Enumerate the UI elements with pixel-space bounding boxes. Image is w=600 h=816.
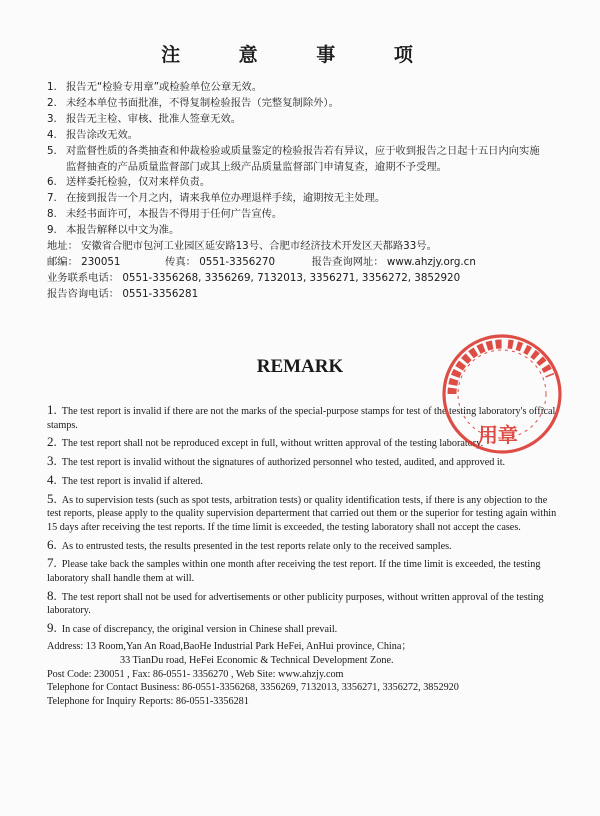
en-address-block (47, 640, 557, 709)
cn-item-text: 报告无主检、审核、批准人签章无效。 (66, 112, 242, 125)
cn-item-text: 未经书面许可，本报告不得用于任何广告宣传。 (66, 208, 283, 221)
cn-item-text: 在接到报告一个月之内，请来我单位办理退样手续，逾期按无主处理。 (66, 192, 386, 205)
en-inquiry-phone: Telephone for Inquiry Reports: 86-0551-3356281 (47, 696, 249, 708)
cn-item-number: 3. (47, 112, 57, 125)
cn-item (47, 207, 547, 223)
en-address-line-2: 33 TianDu road, HeFei Economic & Technical Development Zone. (120, 654, 394, 666)
cn-item (47, 112, 547, 128)
cn-item (47, 223, 547, 239)
en-item-number: 3. (47, 453, 57, 469)
cn-item-number: 4. (47, 128, 57, 141)
cn-fax: 传真： 0551-3356270 (165, 255, 275, 268)
seal-lettering-band (508, 344, 550, 376)
cn-item-number: 7. (47, 192, 57, 205)
en-item-text: In case of discrepancy, the original version in Chinese shall prevail. (61, 624, 338, 636)
cn-item-text: 报告无“检验专用章”或检验单位公章无效。 (66, 81, 263, 93)
en-address-line-1: Address: 13 Room,Yan An Road,BaoHe Industrial Park HeFei, AnHui province, China； (47, 641, 412, 652)
en-item-number: 1. (47, 402, 57, 417)
en-item (47, 538, 557, 554)
cn-website: 报告查询网址： www.ahzjy.org.cn (311, 255, 476, 268)
cn-item (47, 80, 547, 96)
cn-item-number: 8. (47, 208, 57, 221)
cn-address: 地址： 安徽省合肥市包河工业园区延安路13号、合肥市经济技术开发区天都路33号。 (47, 240, 437, 253)
cn-item (47, 144, 547, 176)
cn-business-phone: 业务联系电话： 0551-3356268, 3356269, 7132013, 3356271, 3356272, 3852920 (47, 271, 461, 284)
cn-item-number: 9. (47, 224, 57, 237)
cn-item-text: 本报告解释以中文为准。 (66, 224, 180, 237)
en-item-text: Please take back the samples within one month after receiving the test report. If the time limit is exceeded, the testing laboratory shall handle them at will. (47, 559, 541, 585)
en-item (47, 589, 557, 618)
seal-center-text: 用章 (478, 423, 518, 447)
en-item-text: As to entrusted tests, the results presented in the test reports relate only to the received samples. (61, 540, 452, 552)
cn-item (47, 128, 547, 144)
en-item-number: 9. (47, 620, 57, 636)
en-item-text: The test report is invalid if altered. (61, 475, 203, 487)
cn-item-text: 对监督性质的各类抽查和仲裁检验或质量鉴定的检验报告若有异议，应于收到报告之日起十五日内向实施监督抽查的产品质量监督部门或其上级产品质量监督部门申请复查，逾期不予受理。 (66, 144, 540, 173)
en-item (47, 621, 557, 637)
chinese-title: 注 意 事 项 (161, 44, 439, 66)
cn-item-text: 报告涂改无效。 (66, 128, 139, 141)
en-item (47, 556, 557, 585)
en-item-text: As to supervision tests (such as spot tests, arbitration tests) or quality identification tests, if there is any objection to the test reports, please apply to the quality supervision departerment that carried out them or the superior for testing again within 15 days after receiving the test reports. If the time limit is exceeded, the testing laboratory shall not accept the cases. (47, 494, 557, 533)
en-item (47, 492, 557, 535)
en-item-number: 5. (47, 490, 57, 506)
cn-item-text: 送样委托检验，仅对来样负责。 (66, 176, 211, 189)
en-item-text: The test report is invalid without the signatures of authorized personnel who tested, audited, and approved it. (61, 457, 506, 469)
en-business-phone: Telephone for Contact Business: 86-0551-3356268, 3356269, 7132013, 3356271, 3356272, 3852920 (47, 682, 459, 694)
en-item-number: 4. (47, 471, 57, 487)
cn-item-text: 未经本单位书面批准，不得复制检验报告（完整复制除外）。 (66, 96, 339, 109)
en-item-text: The test report is invalid if there are not the marks of the special-purpose stamps for test of the testing laboratory's offical stamps. (47, 406, 556, 431)
cn-item-number: 1. (47, 81, 57, 93)
en-item-number: 7. (47, 555, 57, 571)
en-postcode-line: Post Code: 230051 , Fax: 86-0551- 3356270 , Web Site: www.ahzjy.com (47, 668, 344, 680)
english-title: REMARK (256, 356, 344, 377)
cn-item-number: 2. (47, 96, 57, 109)
en-item-text: The test report shall not be reproduced except in full, without written approval of the testing laboratory. (61, 438, 484, 450)
official-seal-stamp (438, 330, 566, 458)
en-item-number: 6. (47, 536, 57, 552)
cn-item (47, 191, 547, 207)
chinese-notice-list (47, 80, 547, 303)
en-item-text: The test report shall not be used for advertisements or other publicity purposes, without written approval of the testing laboratory. (47, 591, 544, 617)
cn-postcode: 邮编： 230051 (47, 255, 121, 268)
en-item-number: 2. (47, 434, 57, 450)
seal-lettering-band (452, 344, 502, 394)
cn-item (47, 96, 547, 112)
cn-item-number: 6. (47, 176, 57, 189)
cn-item-number: 5. (47, 144, 57, 157)
cn-contact-line (47, 255, 547, 271)
en-item-number: 8. (47, 587, 57, 603)
cn-item (47, 175, 547, 191)
en-item (47, 473, 557, 489)
cn-inquiry-phone: 报告咨询电话： 0551-3356281 (47, 287, 199, 300)
